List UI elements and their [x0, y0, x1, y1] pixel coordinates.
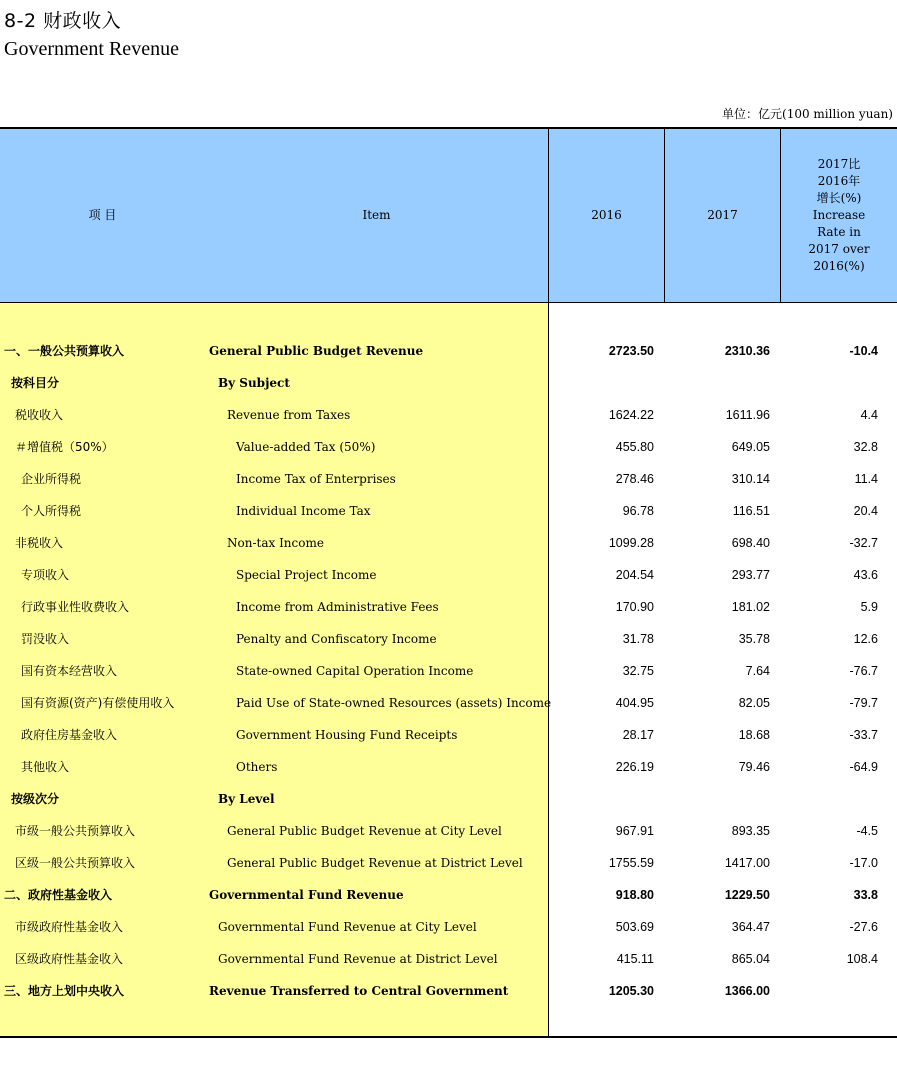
increase-rate: -4.5 — [856, 824, 878, 838]
value-2017: 893.35 — [731, 824, 770, 838]
table-row — [0, 495, 897, 527]
value-2016: 170.90 — [615, 600, 654, 614]
row-label-en: State-owned Capital Operation Income — [236, 664, 474, 678]
row-label-en: General Public Budget Revenue at City Level — [227, 824, 502, 838]
row-label-cn: ＃增值税（50%） — [15, 440, 114, 454]
row-label-en: General Public Budget Revenue at District Level — [227, 856, 523, 870]
value-2016: 278.46 — [615, 472, 654, 486]
header-increase-rate — [781, 129, 897, 302]
value-2017: 18.68 — [738, 728, 770, 742]
header-increase-rate-line: 2017比 — [817, 157, 861, 171]
increase-rate: 11.4 — [854, 472, 878, 486]
value-2017: 293.77 — [731, 568, 770, 582]
row-label-cn: 税收收入 — [15, 408, 64, 422]
value-2016: 32.75 — [622, 664, 654, 678]
row-label-en: Individual Income Tax — [236, 504, 371, 518]
increase-rate: -27.6 — [849, 920, 878, 934]
row-label-en: Governmental Fund Revenue at City Level — [218, 920, 477, 934]
value-2017: 649.05 — [731, 440, 770, 454]
increase-rate: -32.7 — [849, 536, 878, 550]
header-increase-rate-line: 增长(%) — [816, 191, 862, 205]
table-number-title-cn: 8-2 财政收入 — [4, 10, 122, 32]
table-row — [0, 431, 897, 463]
increase-rate: 20.4 — [853, 504, 878, 518]
table-row — [0, 815, 897, 847]
row-label-en: Income Tax of Enterprises — [236, 472, 396, 486]
table-row — [0, 751, 897, 783]
table-row — [0, 943, 897, 975]
value-2016: 503.69 — [615, 920, 654, 934]
value-2016: 1624.22 — [608, 408, 654, 422]
value-2016: 918.80 — [615, 888, 654, 902]
row-label-en: Governmental Fund Revenue — [209, 888, 404, 902]
table-row — [0, 719, 897, 751]
row-label-en: Revenue from Taxes — [227, 408, 351, 422]
row-label-en: Governmental Fund Revenue at District Level — [218, 952, 498, 966]
row-label-en: Value-added Tax (50%) — [236, 440, 376, 454]
unit-label: 单位：亿元(100 million yuan) — [722, 107, 893, 121]
table-row — [0, 559, 897, 591]
row-label-cn: 按科目分 — [11, 376, 60, 390]
row-label-en: Income from Administrative Fees — [236, 600, 439, 614]
value-2016: 226.19 — [615, 760, 654, 774]
table-row — [0, 911, 897, 943]
row-label-cn: 国有资本经营收入 — [21, 664, 118, 678]
row-label-cn: 其他收入 — [21, 760, 70, 774]
increase-rate: 33.8 — [853, 888, 878, 902]
header-increase-rate-line: 2016年 — [817, 174, 861, 188]
value-2017: 2310.36 — [724, 344, 770, 358]
row-label-cn: 个人所得税 — [21, 504, 82, 518]
value-2017: 698.40 — [731, 536, 770, 550]
value-2017: 364.47 — [731, 920, 770, 934]
row-label-en: By Level — [218, 792, 275, 806]
row-label-cn: 专项收入 — [21, 568, 70, 582]
header-increase-rate-line: Rate in — [817, 225, 861, 239]
row-label-cn: 政府住房基金收入 — [21, 728, 118, 742]
value-2016: 415.11 — [616, 952, 654, 966]
increase-rate: 4.4 — [860, 408, 878, 422]
row-label-en: Special Project Income — [236, 568, 377, 582]
table-row — [0, 591, 897, 623]
row-label-cn: 按级次分 — [11, 792, 60, 806]
value-2016: 1755.59 — [608, 856, 654, 870]
increase-rate: -64.9 — [849, 760, 878, 774]
row-label-en: Non-tax Income — [227, 536, 324, 550]
table-title-en: Government Revenue — [4, 38, 179, 60]
table-row — [0, 975, 897, 1007]
row-label-cn: 罚没收入 — [21, 632, 70, 646]
value-2017: 79.46 — [738, 760, 770, 774]
value-2016: 204.54 — [615, 568, 654, 582]
table-row — [0, 463, 897, 495]
table-row — [0, 879, 897, 911]
value-2017: 1366.00 — [724, 984, 770, 998]
row-label-cn: 市级政府性基金收入 — [15, 920, 124, 934]
header-increase-rate-line: 2016(%) — [813, 259, 865, 273]
header-increase-rate-line: Increase — [812, 208, 866, 222]
row-label-en: Paid Use of State-owned Resources (assets) Income — [236, 696, 552, 710]
row-label-en: General Public Budget Revenue — [209, 344, 424, 358]
value-2017: 116.51 — [732, 504, 770, 518]
row-label-cn: 三、地方上划中央收入 — [4, 984, 125, 998]
increase-rate: -17.0 — [849, 856, 878, 870]
table-row — [0, 847, 897, 879]
row-label-cn: 区级一般公共预算收入 — [15, 856, 136, 870]
value-2017: 1229.50 — [724, 888, 770, 902]
value-2016: 967.91 — [615, 824, 654, 838]
table-row — [0, 527, 897, 559]
value-2017: 35.78 — [738, 632, 770, 646]
row-label-cn: 非税收入 — [15, 536, 64, 550]
increase-rate: 43.6 — [853, 568, 878, 582]
value-2017: 7.64 — [745, 664, 770, 678]
row-label-cn: 市级一般公共预算收入 — [15, 824, 136, 838]
value-2017: 865.04 — [731, 952, 770, 966]
value-2017: 310.14 — [731, 472, 770, 486]
value-2017: 1417.00 — [724, 856, 770, 870]
row-label-cn: 一、一般公共预算收入 — [4, 344, 125, 358]
row-label-en: By Subject — [218, 376, 290, 390]
row-label-en: Revenue Transferred to Central Government — [209, 984, 509, 998]
increase-rate: 12.6 — [853, 632, 878, 646]
row-label-cn: 二、政府性基金收入 — [4, 888, 113, 902]
table-row — [0, 687, 897, 719]
row-label-en: Government Housing Fund Receipts — [236, 728, 458, 742]
header-item-en: Item — [362, 208, 391, 222]
value-2016: 96.78 — [622, 504, 654, 518]
header-increase-rate-line: 2017 over — [808, 242, 870, 256]
table-row — [0, 367, 897, 399]
value-2016: 2723.50 — [608, 344, 654, 358]
table-row — [0, 623, 897, 655]
value-2016: 1205.30 — [608, 984, 654, 998]
table-row — [0, 783, 897, 815]
value-2016: 1099.28 — [608, 536, 654, 550]
value-2017: 82.05 — [738, 696, 770, 710]
value-2017: 181.02 — [731, 600, 770, 614]
increase-rate: -79.7 — [849, 696, 878, 710]
row-label-cn: 行政事业性收费收入 — [21, 600, 130, 614]
value-2016: 404.95 — [615, 696, 654, 710]
increase-rate: -10.4 — [849, 344, 878, 358]
row-label-cn: 区级政府性基金收入 — [15, 952, 124, 966]
header-increase-rate-lines — [808, 156, 869, 275]
row-label-cn: 企业所得税 — [21, 472, 82, 486]
increase-rate: 32.8 — [853, 440, 878, 454]
increase-rate: 5.9 — [860, 600, 878, 614]
row-label-cn: 国有资源(资产)有偿使用收入 — [21, 696, 175, 710]
header-year-2017: 2017 — [707, 208, 738, 222]
increase-rate: -33.7 — [849, 728, 878, 742]
header-bottom-rule — [0, 302, 897, 303]
increase-rate: 108.4 — [846, 952, 878, 966]
row-label-en: Others — [236, 760, 278, 774]
table-bottom-rule — [0, 1036, 897, 1038]
header-item-cn: 项 目 — [88, 208, 117, 222]
value-2017: 1611.96 — [725, 408, 770, 422]
value-2016: 28.17 — [622, 728, 654, 742]
value-2016: 31.78 — [622, 632, 654, 646]
value-2016: 455.80 — [615, 440, 654, 454]
table-row — [0, 335, 897, 367]
table-row — [0, 399, 897, 431]
table-row — [0, 655, 897, 687]
increase-rate: -76.7 — [849, 664, 878, 678]
header-year-2016: 2016 — [591, 208, 622, 222]
row-label-en: Penalty and Confiscatory Income — [236, 632, 437, 646]
